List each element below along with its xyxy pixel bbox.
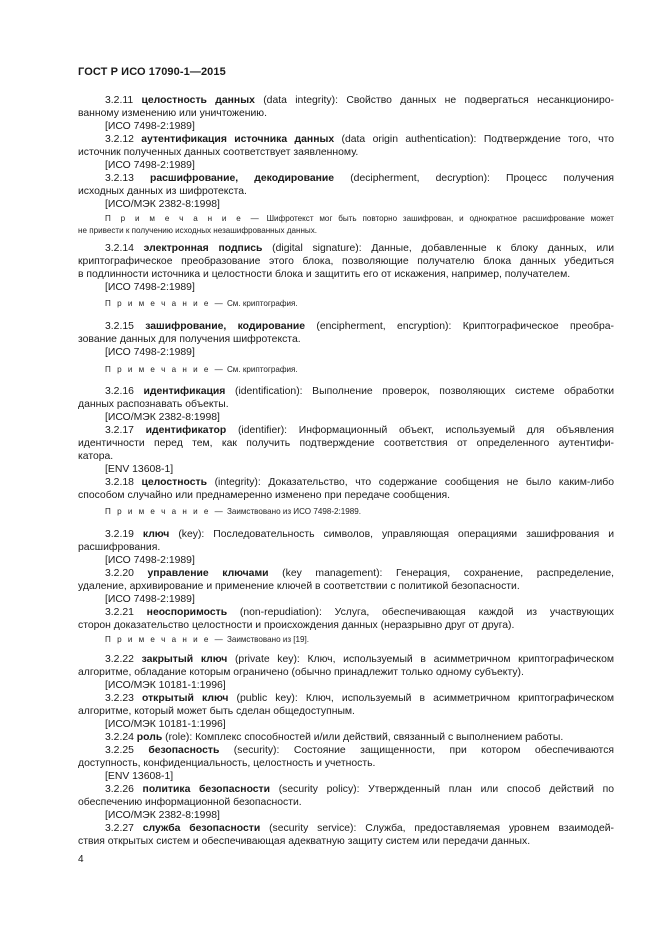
page-number: 4 <box>78 854 84 865</box>
definition-3-2-12 <box>105 134 614 146</box>
definition-term: идентификация <box>143 386 226 397</box>
definition-3-2-11 <box>105 95 614 107</box>
note-text: См. криптография. <box>226 365 298 374</box>
definition-text: (non-repudiation): Услуга, обеспечивающая каждой из участвующих <box>239 607 614 618</box>
definition-source: [ИСО 7498-2:1989] <box>105 555 195 566</box>
definition-3-2-17 <box>105 425 614 437</box>
definition-source: [ИСО/МЭК 2382-8:1998] <box>105 412 220 423</box>
definition-text-line: алгоритме, который может быть сделан общедоступным. <box>78 706 355 717</box>
definition-source: [ИСО 7498-2:1989] <box>105 282 195 293</box>
note-label: П р и м е ч а н и е — <box>105 299 225 308</box>
definition-term: идентификатор <box>145 425 227 436</box>
definition-term: зашифрование, кодирование <box>145 321 306 332</box>
definition-number: 3.2.12 <box>105 134 134 145</box>
document-header: ГОСТ Р ИСО 17090-1—2015 <box>78 66 226 78</box>
definition-3-2-15 <box>105 321 614 333</box>
note-text: См. криптография. <box>226 299 298 308</box>
definition-text: (digital signature): Данные, добавленные к блоку данных, или <box>272 243 614 254</box>
definition-number: 3.2.22 <box>105 654 134 665</box>
definition-number: 3.2.17 <box>105 425 134 436</box>
definition-3-2-24 <box>105 732 614 744</box>
definition-text-line: способом случайно или преднамеренно изменено при передаче сообщения. <box>78 490 451 501</box>
definition-source: [ИСО/МЭК 2382-8:1998] <box>105 810 220 821</box>
definition-text: (encipherment, encryption): Криптографическое преобра- <box>316 321 614 332</box>
note <box>105 634 614 645</box>
note <box>105 364 614 375</box>
definition-number: 3.2.21 <box>105 607 134 618</box>
definition-3-2-21 <box>105 607 614 619</box>
definition-text: (key management): Генерация, сохранение, распределение, <box>282 568 614 579</box>
definition-text-line: исходных данных из шифротекста. <box>78 186 247 197</box>
definition-text-line: источник полученных данных соответствует заявленному. <box>78 147 359 158</box>
definition-number: 3.2.23 <box>105 693 134 704</box>
definition-text: (identification): Выполнение проверок, позволяющих системе обработки <box>234 386 614 397</box>
definition-3-2-27 <box>105 823 614 835</box>
definition-text: (role): Комплекс способностей и/или действий, связанный с выполнением работы. <box>165 732 564 743</box>
definition-source: [ИСО/МЭК 10181-1:1996] <box>105 719 226 730</box>
definition-3-2-19 <box>105 529 614 541</box>
definition-term: управление ключами <box>147 568 269 579</box>
note <box>105 298 614 309</box>
definition-text-line: ванному изменению или уничтожению. <box>78 108 267 119</box>
definition-text-line: ствия открытых систем и обеспечивающая адекватную защиту систем или передачи данных. <box>78 836 531 847</box>
definition-source: [ИСО 7498-2:1989] <box>105 160 195 171</box>
definition-number: 3.2.15 <box>105 321 134 332</box>
definition-3-2-13 <box>105 173 614 185</box>
definition-term: целостность <box>141 477 207 488</box>
definition-text: (integrity): Доказательство, что содержание сообщения не было каким-либо <box>214 477 614 488</box>
definition-text: (identifier): Информационный объект, используемый для объявления <box>237 425 614 436</box>
definition-3-2-26 <box>105 784 614 796</box>
note-text-line: не привести к получению исходных незашифрованных данных. <box>78 226 318 235</box>
definition-text-line: удаление, архивирование и применение ключей в соответствии с политикой безопасности. <box>78 581 520 592</box>
definition-number: 3.2.16 <box>105 386 134 397</box>
definition-text-line: данных распознавать объекты. <box>78 399 229 410</box>
definition-term: служба безопасности <box>142 823 261 834</box>
definition-source: [ИСО/МЭК 10181-1:1996] <box>105 680 226 691</box>
definition-term: расшифрование, декодирование <box>150 173 335 184</box>
definition-number: 3.2.20 <box>105 568 134 579</box>
definition-text: (decipherment, decryption): Процесс получения <box>350 173 614 184</box>
definition-source: [ИСО/МЭК 2382-8:1998] <box>105 199 220 210</box>
note-label: П р и м е ч а н и е — <box>105 635 225 644</box>
definition-number: 3.2.13 <box>105 173 134 184</box>
definition-text: (private key): Ключ, используемый в асимметричном криптографическом <box>234 654 614 665</box>
definition-term: роль <box>136 732 163 743</box>
definition-text-line: в подлинности источника и целостности блока и защитить его от искажения, например, получателем. <box>78 269 571 280</box>
definition-term: электронная подпись <box>143 243 263 254</box>
definition-text: (security): Состояние защищенности, при котором обеспечиваются <box>233 745 614 756</box>
note-text: Заимствовано из [19]. <box>226 635 310 644</box>
definition-text: (security policy): Утвержденный план или способ действий по <box>278 784 614 795</box>
definition-3-2-20 <box>105 568 614 580</box>
definition-number: 3.2.25 <box>105 745 134 756</box>
note-label: П р и м е ч а н и е — <box>105 214 261 223</box>
definition-text-line: обеспечению информационной безопасности. <box>78 797 302 808</box>
definition-number: 3.2.18 <box>105 477 134 488</box>
definition-number: 3.2.19 <box>105 529 134 540</box>
definition-text-line: идентичности перед тем, как получить подтверждение соответствия от определенного аутентифи- <box>78 438 614 449</box>
note-label: П р и м е ч а н и е — <box>105 365 225 374</box>
definition-text-line: доступность, конфиденциальность, целостность и учетность. <box>78 758 376 769</box>
definition-term: политика безопасности <box>142 784 271 795</box>
note <box>105 506 614 517</box>
definition-source: [ИСО 7498-2:1989] <box>105 347 195 358</box>
definition-3-2-14 <box>105 243 614 255</box>
definition-term: открытый ключ <box>141 693 229 704</box>
definition-term: неоспоримость <box>146 607 228 618</box>
definition-text: (key): Последовательность символов, управляющая операциями зашифрования и <box>178 529 614 540</box>
definition-source: [ИСО 7498-2:1989] <box>105 121 195 132</box>
definition-3-2-22 <box>105 654 614 666</box>
definition-3-2-18 <box>105 477 614 489</box>
definition-text: (security service): Служба, предоставляемая уровнем взаимодей- <box>269 823 614 834</box>
definition-source: [ИСО 7498-2:1989] <box>105 594 195 605</box>
definition-term: целостность данных <box>141 95 255 106</box>
definition-3-2-23 <box>105 693 614 705</box>
definition-number: 3.2.26 <box>105 784 134 795</box>
definition-text: (data origin authentication): Подтверждение того, что <box>341 134 614 145</box>
definition-number: 3.2.11 <box>105 95 134 106</box>
note <box>105 213 614 224</box>
definition-3-2-16 <box>105 386 614 398</box>
definition-number: 3.2.27 <box>105 823 134 834</box>
definition-3-2-25 <box>105 745 614 757</box>
definition-text-line: катора. <box>78 451 114 462</box>
note-text: Шифротекст мог быть повторно зашифрован, и однократное расшифрование может <box>266 214 614 223</box>
definition-source: [ENV 13608-1] <box>105 771 174 782</box>
definition-term: ключ <box>142 529 170 540</box>
definition-number: 3.2.24 <box>105 732 134 743</box>
definition-term: аутентификация источника данных <box>141 134 335 145</box>
definition-term: безопасность <box>148 745 220 756</box>
note-label: П р и м е ч а н и е — <box>105 507 225 516</box>
note-text: Заимствовано из ИСО 7498-2:1989. <box>226 507 362 516</box>
definition-text-line: алгоритме, обладание которым ограничено (обычно принадлежит только одному субъекту). <box>78 667 524 678</box>
definition-number: 3.2.14 <box>105 243 134 254</box>
definition-source: [ENV 13608-1] <box>105 464 174 475</box>
definition-text-line: криптографическое преобразование этого блока, позволяющие получателю блока данных убедиться <box>78 256 614 267</box>
definition-text-line: зование данных для получения шифротекста. <box>78 334 301 345</box>
definition-text: (public key): Ключ, используемый в асимметричном криптографическом <box>236 693 614 704</box>
definition-text-line: расшифрования. <box>78 542 161 553</box>
definition-term: закрытый ключ <box>141 654 228 665</box>
definition-text: (data integrity): Свойство данных не подвергаться несанкциониро- <box>263 95 614 106</box>
definition-text-line: сторон доказательство целостности и происхождения данных (неразрывно друг от друга). <box>78 620 515 631</box>
